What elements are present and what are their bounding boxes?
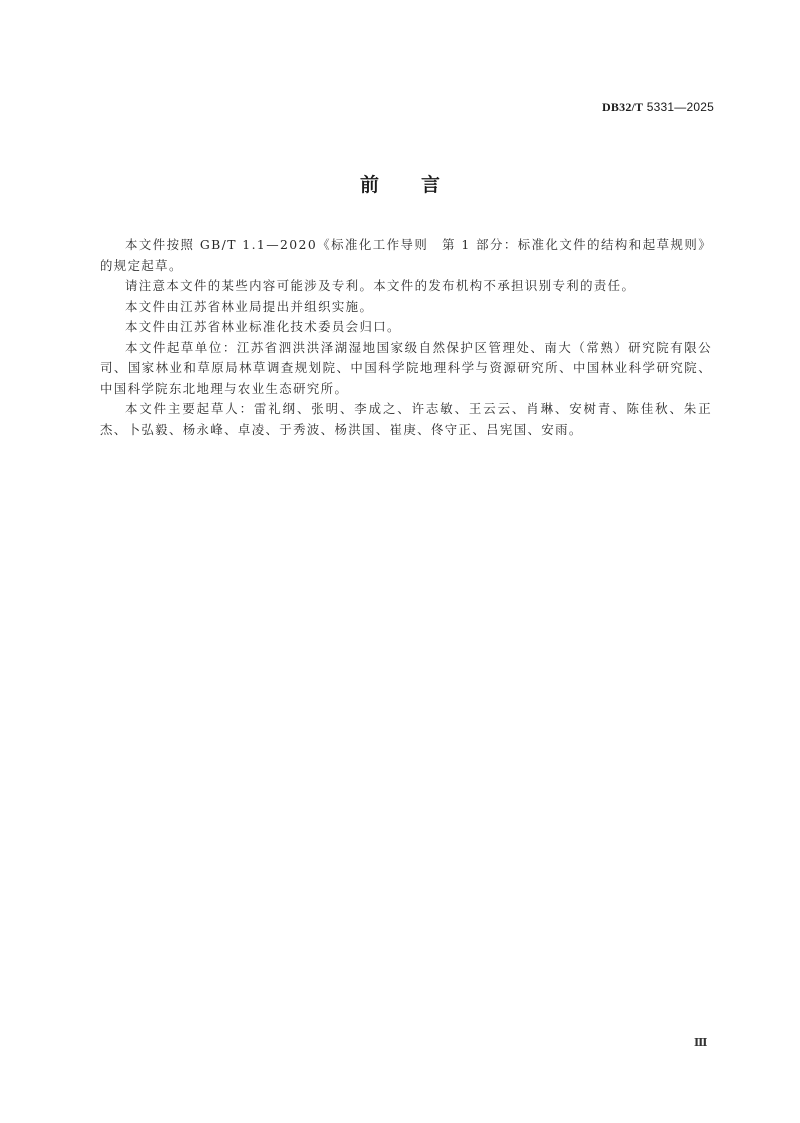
document-code (602, 100, 714, 115)
paragraph-drafting-rules: 本文件按照 GB/T 1.1—2020《标准化工作导则 第 1 部分：标准化文件的结构和起草规则》的规定起草。 (100, 237, 712, 273)
page-title: 前言 (359, 174, 482, 196)
document-code-number: 5331—2025 (643, 100, 714, 114)
page-number: Ⅲ (694, 1036, 708, 1049)
paragraph-committee: 本文件由江苏省林业标准化技术委员会归口。 (125, 319, 401, 334)
foreword-body (100, 235, 712, 440)
paragraph-proposer: 本文件由江苏省林业局提出并组织实施。 (125, 298, 374, 314)
document-code-prefix: DB32/T (602, 100, 644, 114)
paragraph-patent-notice: 请注意本文件的某些内容可能涉及专利。本文件的发布机构不承担识别专利的责任。 (125, 278, 636, 293)
paragraph-drafters: 本文件主要起草人：雷礼纲、张明、李成之、许志敏、王云云、肖琳、安树青、陈佳秋、朱正杰、卜弘毅、杨永峰、卓凌、于秀波、杨洪国、崔庚、佟守正、吕宪国、安雨。 (100, 401, 712, 437)
paragraph-drafting-units: 本文件起草单位：江苏省泗洪洪泽湖湿地国家级自然保护区管理处、南大（常熟）研究院有限公司、国家林业和草原局林草调查规划院、中国科学院地理科学与资源研究所、中国林业科学研究院、中国科学院东北地理与农业生态研究所。 (100, 339, 712, 396)
